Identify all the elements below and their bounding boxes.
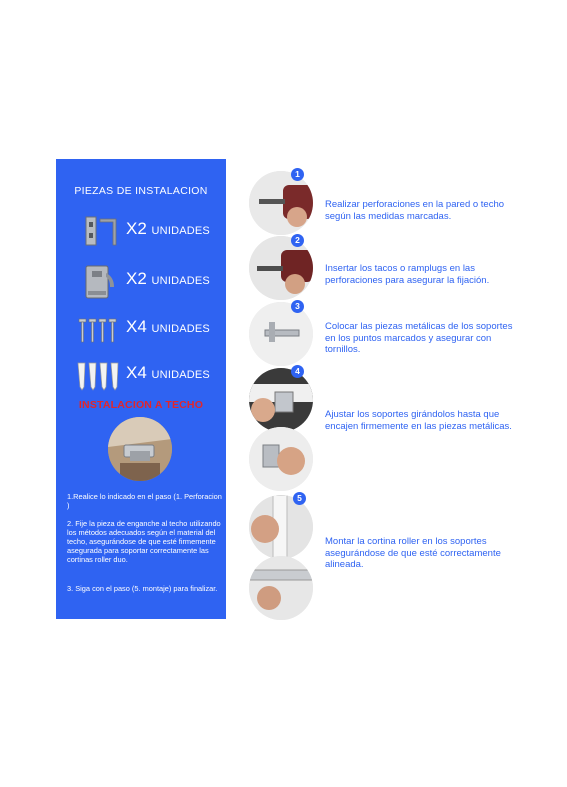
step-3-text: Colocar las piezas metálicas de los soportes en los puntos marcados y asegurar con tornillos. [325,321,513,355]
step-1-photo [249,171,313,235]
part-quantity [126,219,210,239]
part-quantity [126,363,210,383]
part-quantity [126,269,210,289]
part-row [56,353,226,397]
step-5-text: Montar la cortina roller en los soportes asegurándose de que esté correctamente alineada. [325,536,501,570]
step-5b-photo [249,556,313,620]
step-badge: 3 [291,300,304,313]
step-badge: 4 [291,365,304,378]
instruction-3: 3. Siga con el paso (5. montaje) para finalizar. [67,584,218,593]
part-row [56,307,226,351]
step-3-photo [249,302,313,366]
instruction-1: 1.Realice lo indicado en el paso (1. Perforacion ) [67,492,222,510]
part-row [56,209,226,253]
step-badge: 1 [291,168,304,181]
step-4-text: Ajustar los soportes girándolos hasta que encajen firmemente en las piezas metálicas. [325,409,512,432]
step-4a-photo [249,368,313,432]
step-2-photo [249,236,313,300]
part-row [56,259,226,303]
qty-unit: UNIDADES [151,225,210,237]
qty-unit: UNIDADES [151,323,210,335]
step-4b-photo [249,427,313,491]
l-bracket-icon [70,213,124,251]
step-1-text: Realizar perforaciones en la pared o techo según las medidas marcadas. [325,199,505,222]
step-5a-photo [249,495,313,559]
step-badge: 2 [291,234,304,247]
step-2-text: Insertar los tacos o ramplugs en las perforaciones para asegurar la fijación. [325,263,490,286]
part-quantity [126,317,210,337]
ceiling-bracket-photo [108,417,172,481]
qty-unit: UNIDADES [151,369,210,381]
mounting-bracket-icon [70,263,124,301]
wall-plugs-icon [70,357,124,395]
qty-value: X2 [126,219,147,238]
parts-panel [56,159,226,619]
qty-value: X4 [126,317,147,336]
panel-title: PIEZAS DE INSTALACION [74,185,208,197]
ceiling-install-title: INSTALACION A TECHO [78,399,204,411]
screws-icon [70,311,124,349]
step-badge: 5 [293,492,306,505]
qty-value: X2 [126,269,147,288]
qty-unit: UNIDADES [151,275,210,287]
instruction-2: 2. Fije la pieza de enganche al techo utilizando los métodos adecuados según el material del techo, asegurándose de que esté firmemente asegurada para soportar correctamente las cortinas roller duo. [67,519,221,564]
qty-value: X4 [126,363,147,382]
